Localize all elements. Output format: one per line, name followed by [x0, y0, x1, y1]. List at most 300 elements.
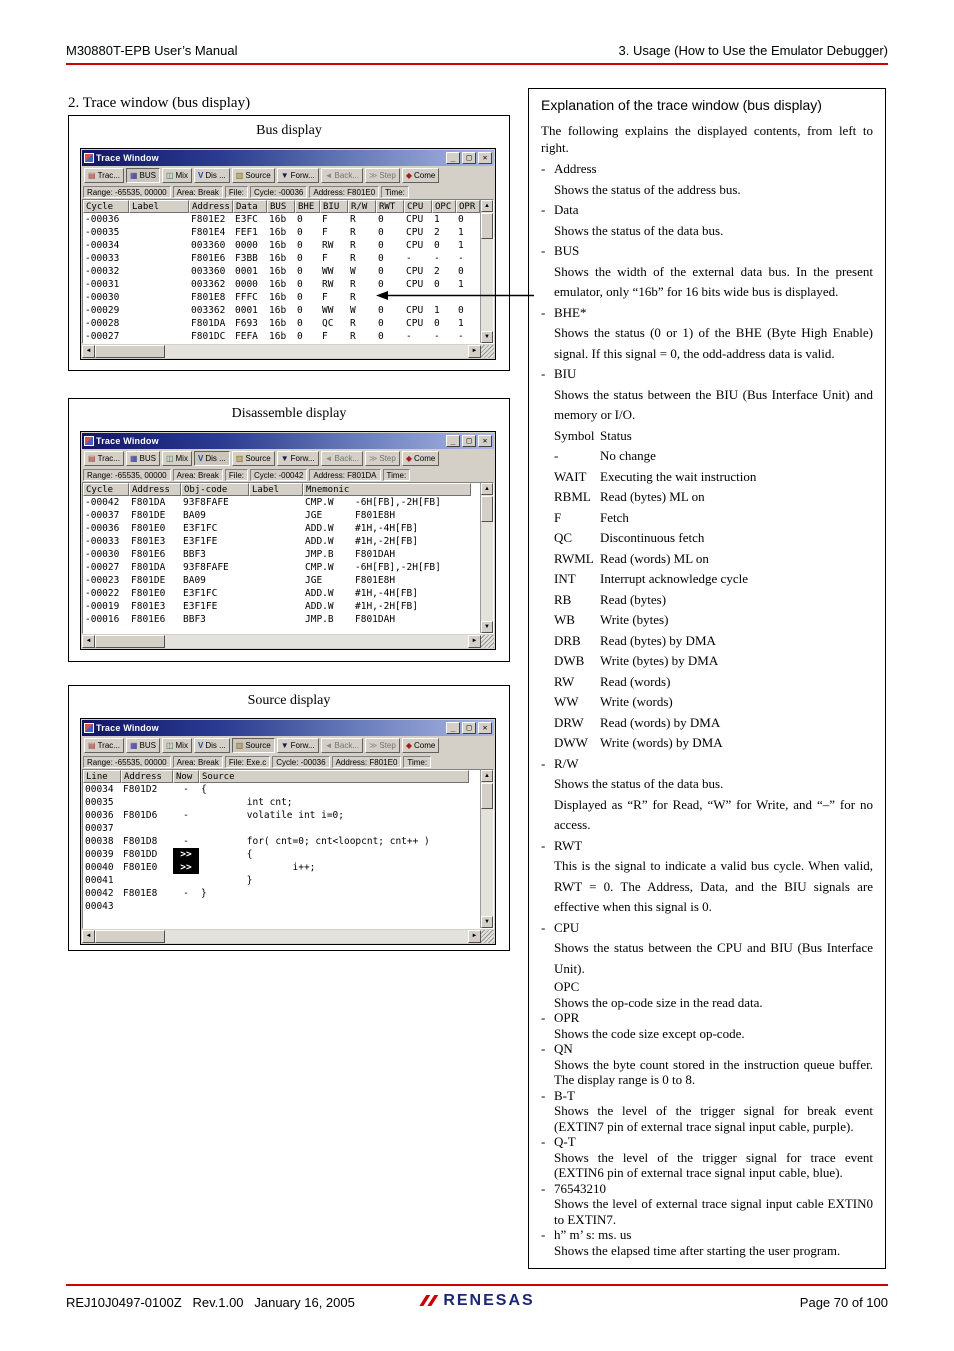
cell — [249, 535, 303, 548]
range-field: Area: Break — [173, 186, 223, 198]
symbol-status-row — [554, 446, 873, 467]
header-rule — [66, 63, 888, 65]
forward-button[interactable] — [277, 738, 319, 753]
cell: 0 — [378, 240, 384, 251]
range-field: Range: -65535, 00000 — [83, 469, 171, 481]
trace-row[interactable] — [83, 317, 480, 330]
vertical-scrollbar[interactable] — [480, 770, 493, 928]
source-button[interactable] — [232, 738, 275, 753]
bullet-dash: - — [541, 304, 546, 320]
cell: 0 — [378, 266, 384, 277]
cell — [129, 304, 189, 317]
cell: F801E6 — [131, 549, 166, 560]
symbol-table-header — [554, 426, 873, 447]
range-field: File: — [225, 469, 248, 481]
cell: F801E0 — [123, 862, 158, 873]
trace-row[interactable] — [83, 509, 471, 522]
mnemonic-cell — [303, 561, 471, 574]
status-column-header: Status — [600, 427, 632, 443]
cell — [121, 900, 173, 913]
column-header[interactable]: BHE — [295, 200, 320, 213]
trace-button[interactable] — [84, 168, 124, 183]
cell: 0 — [297, 266, 303, 277]
symbol-value: WAIT — [554, 468, 587, 484]
cell: -00030 — [85, 292, 120, 303]
explanation-text: Shows the status of the data bus. — [554, 776, 724, 791]
explanation-title: Explanation of the trace window (bus display) — [541, 97, 822, 113]
status-value: Read (words) by DMA — [600, 714, 721, 730]
now-cell — [173, 900, 199, 913]
symbol-status-row — [554, 528, 873, 549]
header-row — [83, 770, 469, 783]
symbol-value: RW — [554, 673, 575, 689]
column-header[interactable]: Line — [83, 770, 121, 783]
cell: F801DD — [123, 849, 158, 860]
cell: 0 — [297, 214, 303, 225]
column-header[interactable]: R/W — [348, 200, 376, 213]
symbol-status-row — [554, 713, 873, 734]
scroll-down-icon[interactable]: ▼ — [481, 621, 493, 633]
trace-button[interactable] — [84, 738, 124, 753]
header-manual-title: M30880T-EPB User’s Manual — [66, 43, 238, 58]
step-icon: ≫ — [369, 453, 378, 463]
cell: R — [350, 318, 356, 329]
forward-icon: ▼ — [280, 740, 289, 750]
trace-row[interactable] — [83, 874, 469, 887]
disassemble-button[interactable] — [194, 738, 230, 753]
figure-caption: Bus display — [256, 123, 322, 138]
cell: R — [350, 240, 356, 251]
cell: -00027 — [85, 562, 120, 573]
column-header[interactable]: BUS — [267, 200, 295, 213]
cell: RW — [322, 279, 334, 290]
cell: E3F1FE — [183, 601, 218, 612]
cell: R — [350, 253, 356, 264]
status-value: Write (bytes) by DMA — [600, 653, 719, 668]
scroll-left-icon[interactable]: ◄ — [82, 345, 95, 358]
now-cell — [173, 874, 199, 887]
minimize-button[interactable]: _ — [446, 722, 460, 734]
column-header[interactable]: OPC — [432, 200, 456, 213]
back-icon: ◄ — [324, 170, 333, 180]
column-header[interactable]: Now — [173, 770, 199, 783]
trace-icon: ▤ — [88, 453, 96, 463]
minimize-button[interactable]: _ — [446, 152, 460, 164]
scroll-up-icon[interactable]: ▲ — [481, 200, 493, 212]
explanation-term: Data — [554, 202, 579, 217]
close-button[interactable]: ✕ — [478, 152, 492, 164]
window-titlebar[interactable] — [82, 150, 494, 166]
scroll-up-icon[interactable]: ▲ — [481, 770, 493, 782]
trace-list-area — [82, 482, 494, 634]
cell: CPU — [406, 305, 424, 316]
bullet-dash: - — [541, 755, 546, 771]
step-button[interactable] — [365, 168, 400, 183]
cell: 0 — [297, 292, 303, 303]
cell: 003360 — [191, 266, 226, 277]
symbol-status-row — [554, 651, 873, 672]
trace-row[interactable] — [83, 796, 469, 809]
scroll-right-icon[interactable]: ► — [468, 930, 481, 943]
horizontal-scrollbar-thumb[interactable] — [95, 930, 165, 943]
trace-row[interactable] — [83, 213, 480, 226]
trace-button[interactable] — [84, 451, 124, 466]
cell: 1 — [434, 305, 440, 316]
vertical-scrollbar-thumb[interactable] — [481, 213, 493, 239]
cell: R — [350, 214, 356, 225]
back-button[interactable] — [321, 451, 363, 466]
cell: 1 — [458, 240, 464, 251]
status-value: Read (bytes) — [600, 591, 667, 607]
explanation-item — [541, 1134, 873, 1181]
explanation-item — [541, 918, 873, 980]
cell — [249, 548, 303, 561]
cell: -00035 — [85, 227, 120, 238]
range-field: File: Exe.c — [225, 756, 270, 768]
source-icon: ▥ — [235, 453, 244, 463]
cell: - — [406, 253, 412, 264]
column-header[interactable]: Address — [129, 483, 181, 496]
scroll-left-icon[interactable]: ◄ — [82, 635, 95, 648]
column-header[interactable]: RWT — [376, 200, 404, 213]
toolbar-button-label: Mix — [175, 171, 188, 180]
symbol-value: RBML — [554, 489, 591, 504]
trace-row[interactable] — [83, 809, 469, 822]
cell: 0000 — [235, 279, 258, 290]
trace-row[interactable] — [83, 561, 471, 574]
cell — [129, 265, 189, 278]
horizontal-scrollbar[interactable] — [82, 635, 494, 648]
vertical-scrollbar-thumb[interactable] — [481, 496, 493, 522]
cell: 00043 — [85, 901, 114, 912]
column-header[interactable]: Mnemonic — [303, 483, 471, 496]
trace-row[interactable] — [83, 265, 480, 278]
cell: 16b — [269, 240, 287, 251]
symbol-status-row — [554, 590, 873, 611]
cell: -00027 — [85, 331, 120, 342]
cell: F801E6 — [131, 614, 166, 625]
cell: F801E8 — [191, 292, 226, 303]
cell: -00029 — [85, 305, 120, 316]
trace-window-source — [80, 718, 496, 945]
bus-icon: ▦ — [129, 453, 138, 463]
cell: -00036 — [85, 214, 120, 225]
close-button[interactable]: ✕ — [478, 435, 492, 447]
mix-icon: ◫ — [165, 170, 174, 180]
toolbar-button-label: Source — [245, 171, 271, 180]
disassemble-icon: V — [197, 170, 204, 180]
column-header[interactable]: Address — [189, 200, 233, 213]
figure-caption: Disassemble display — [231, 406, 347, 421]
toolbar-button-label: Mix — [175, 741, 188, 750]
forward-button[interactable] — [277, 451, 319, 466]
cell — [249, 613, 303, 626]
status-value: Read (words) ML on — [600, 550, 709, 566]
status-value: Fetch — [600, 509, 629, 525]
trace-row[interactable] — [83, 535, 471, 548]
back-button[interactable] — [321, 168, 363, 183]
scroll-down-icon[interactable]: ▼ — [481, 916, 493, 928]
disassemble-button[interactable] — [194, 451, 230, 466]
column-header[interactable]: Source — [199, 770, 469, 783]
mix-button[interactable] — [162, 451, 192, 466]
cell: 16b — [269, 279, 287, 290]
trace-list-area — [82, 199, 494, 344]
symbol-status-row — [554, 631, 873, 652]
symbol-status-row — [554, 610, 873, 631]
source-display-figure — [68, 685, 510, 951]
explanation-term: Address — [554, 161, 597, 176]
scroll-right-icon[interactable]: ► — [468, 635, 481, 648]
explanation-term: 76543210 — [554, 1180, 606, 1196]
range-field: Range: -65535, 00000 — [83, 756, 171, 768]
explanation-text: Shows the byte count stored in the instruction queue buffer. The display range is 0 to 8. — [554, 1056, 873, 1087]
vertical-scrollbar[interactable] — [480, 483, 493, 633]
step-button[interactable] — [365, 738, 400, 753]
bhe-callout-arrow — [376, 289, 534, 302]
cell: 0 — [378, 279, 384, 290]
bus-display-figure — [68, 115, 510, 371]
status-value: Discontinuous fetch — [600, 530, 705, 545]
trace-window-disassemble — [80, 431, 496, 650]
forward-button[interactable] — [277, 168, 319, 183]
column-header[interactable]: OPR — [456, 200, 480, 213]
explanation-item — [541, 159, 873, 200]
trace-row[interactable] — [83, 600, 471, 613]
now-cell: >> — [173, 848, 199, 861]
resize-grip[interactable] — [481, 345, 494, 358]
resize-grip[interactable] — [481, 930, 494, 943]
trace-row[interactable] — [83, 900, 469, 913]
column-header[interactable]: CPU — [404, 200, 432, 213]
cell — [121, 874, 173, 887]
mnemonic-cell — [303, 496, 471, 509]
explanation-item — [541, 979, 873, 1010]
cell: BBF3 — [183, 614, 206, 625]
cell — [249, 509, 303, 522]
mnemonic-cell — [303, 600, 471, 613]
operand: -6H[FB],-2H[FB] — [355, 497, 441, 508]
horizontal-scrollbar-thumb[interactable] — [95, 345, 165, 358]
column-header[interactable]: Label — [249, 483, 303, 496]
explanation-item — [541, 241, 873, 303]
trace-row[interactable] — [83, 548, 471, 561]
trace-row[interactable] — [83, 587, 471, 600]
close-button[interactable]: ✕ — [478, 722, 492, 734]
horizontal-scrollbar[interactable] — [82, 930, 494, 943]
symbol-value: RB — [554, 591, 572, 607]
toolbar — [82, 166, 494, 185]
figure-caption: Source display — [247, 693, 331, 708]
cell: F3BB — [235, 253, 258, 264]
back-icon: ◄ — [324, 740, 333, 750]
status-value: Read (words) — [600, 673, 671, 689]
mix-button[interactable] — [162, 168, 192, 183]
come-button[interactable] — [402, 738, 440, 753]
mnemonic: JMP.B — [305, 614, 334, 625]
trace-row[interactable] — [83, 496, 471, 509]
explanation-text: Shows the elapsed time after starting the user program. — [554, 1242, 841, 1258]
explanation-term: CPU — [554, 919, 580, 935]
cell: CPU — [406, 227, 424, 238]
symbol-column-header: Symbol — [554, 427, 595, 443]
horizontal-scrollbar[interactable] — [82, 345, 494, 358]
trace-row[interactable] — [83, 848, 469, 861]
trace-row[interactable] — [83, 887, 469, 900]
explanation-item — [541, 303, 873, 365]
range-field: Cycle: -00036 — [250, 186, 307, 198]
cell: R — [350, 292, 356, 303]
cell: 0 — [297, 318, 303, 329]
trace-window-icon — [84, 436, 94, 446]
step-icon: ≫ — [369, 740, 378, 750]
bus-button[interactable] — [126, 168, 160, 183]
range-bar — [82, 468, 494, 482]
header-chapter-title: 3. Usage (How to Use the Emulator Debugger) — [618, 43, 888, 58]
explanation-item — [541, 1088, 873, 1135]
toolbar-button-label: Back... — [334, 454, 359, 463]
cell: -00028 — [85, 318, 120, 329]
cell: 00039 — [85, 849, 114, 860]
cell: F801DE — [131, 510, 166, 521]
scroll-left-icon[interactable]: ◄ — [82, 930, 95, 943]
come-icon: ◆ — [405, 170, 412, 180]
cell: -00030 — [85, 549, 120, 560]
toolbar-button-label: BUS — [139, 454, 156, 463]
back-icon: ◄ — [324, 453, 333, 463]
operand: F801DAH — [355, 614, 396, 625]
vertical-scrollbar[interactable] — [480, 200, 493, 343]
explanation-item — [541, 364, 873, 754]
trace-row[interactable] — [83, 613, 471, 626]
trace-row[interactable] — [83, 835, 469, 848]
status-value: Read (bytes) ML on — [600, 489, 705, 504]
cell: BA09 — [183, 575, 206, 586]
trace-row[interactable] — [83, 304, 480, 317]
minimize-button[interactable]: _ — [446, 435, 460, 447]
source-cell: } — [201, 875, 253, 886]
mnemonic-cell — [303, 587, 471, 600]
trace-row[interactable] — [83, 861, 469, 874]
explanation-intro: The following explains the displayed contents, from left to right. — [541, 123, 873, 155]
window-titlebar[interactable] — [82, 720, 494, 736]
symbol-value: QC — [554, 530, 573, 545]
mnemonic: ADD.W — [305, 601, 334, 612]
cell — [249, 600, 303, 613]
cell: 00042 — [85, 888, 114, 899]
bus-icon: ▦ — [129, 740, 138, 750]
trace-row[interactable] — [83, 822, 469, 835]
maximize-button[interactable]: □ — [462, 152, 476, 164]
toolbar-button-label: Come — [414, 171, 436, 180]
scroll-right-icon[interactable]: ► — [468, 345, 481, 358]
cell — [129, 317, 189, 330]
trace-row[interactable] — [83, 330, 480, 343]
trace-row[interactable] — [83, 239, 480, 252]
page-header — [66, 43, 888, 58]
come-button[interactable] — [402, 451, 440, 466]
explanation-text: Shows the status between the BIU (Bus Interface Unit) and memory or I/O. — [554, 386, 873, 422]
status-value: Read (bytes) by DMA — [600, 632, 716, 648]
mnemonic: ADD.W — [305, 523, 334, 534]
cell: F693 — [235, 318, 258, 329]
cell: - — [458, 331, 464, 342]
operand: #1H,-2H[FB] — [355, 536, 418, 547]
come-button[interactable] — [402, 168, 440, 183]
toolbar-button-label: Back... — [334, 741, 359, 750]
trace-row[interactable] — [83, 783, 469, 796]
back-button[interactable] — [321, 738, 363, 753]
bullet-dash: - — [541, 1227, 546, 1242]
mix-button[interactable] — [162, 738, 192, 753]
maximize-button[interactable]: □ — [462, 435, 476, 447]
bus-button[interactable] — [126, 451, 160, 466]
mnemonic: JGE — [305, 510, 323, 521]
trace-row[interactable] — [83, 252, 480, 265]
trace-row[interactable] — [83, 226, 480, 239]
resize-grip[interactable] — [481, 635, 494, 648]
trace-window-icon — [84, 723, 94, 733]
trace-window-bus — [80, 148, 496, 360]
column-header[interactable]: Cycle — [83, 200, 129, 213]
column-header[interactable]: Label — [129, 200, 189, 213]
column-header[interactable]: Cycle — [83, 483, 129, 496]
cell: F801DA — [131, 562, 166, 573]
cell: 003360 — [191, 240, 226, 251]
cell: -00032 — [85, 266, 120, 277]
column-header[interactable]: Obj-code — [181, 483, 249, 496]
step-button[interactable] — [365, 451, 400, 466]
source-button[interactable] — [232, 168, 275, 183]
toolbar-button-label: Trac... — [97, 741, 120, 750]
bullet-dash: - — [541, 202, 546, 217]
vertical-scrollbar-thumb[interactable] — [481, 783, 493, 809]
explanation-term: OPC — [554, 979, 580, 994]
column-header[interactable]: Data — [233, 200, 267, 213]
bus-button[interactable] — [126, 738, 160, 753]
cell: 1 — [458, 227, 464, 238]
disassemble-button[interactable] — [194, 168, 230, 183]
range-field: Cycle: -00042 — [250, 469, 307, 481]
source-button[interactable] — [232, 451, 275, 466]
scroll-up-icon[interactable]: ▲ — [481, 483, 493, 495]
horizontal-scrollbar-thumb[interactable] — [95, 635, 165, 648]
toolbar-button-label: Source — [245, 454, 271, 463]
symbol-status-row — [554, 508, 873, 529]
cell: F801E0 — [131, 523, 166, 534]
come-icon: ◆ — [405, 453, 412, 463]
source-icon: ▥ — [235, 170, 244, 180]
scroll-down-icon[interactable]: ▼ — [481, 331, 493, 343]
symbol-status-row — [554, 733, 873, 754]
cell: 0 — [378, 253, 384, 264]
mnemonic-cell — [303, 548, 471, 561]
trace-row[interactable] — [83, 574, 471, 587]
maximize-button[interactable]: □ — [462, 722, 476, 734]
trace-row[interactable] — [83, 522, 471, 535]
bullet-dash: - — [541, 837, 546, 853]
cell: F801E8 — [123, 888, 158, 899]
column-header[interactable]: Address — [121, 770, 173, 783]
cell: - — [434, 253, 440, 264]
column-header[interactable]: BIU — [320, 200, 348, 213]
symbol-value: DRW — [554, 714, 584, 730]
cell: 1 — [434, 214, 440, 225]
header-row — [83, 200, 480, 213]
window-titlebar[interactable] — [82, 433, 494, 449]
bullet-dash: - — [541, 1087, 546, 1103]
mix-icon: ◫ — [165, 740, 174, 750]
